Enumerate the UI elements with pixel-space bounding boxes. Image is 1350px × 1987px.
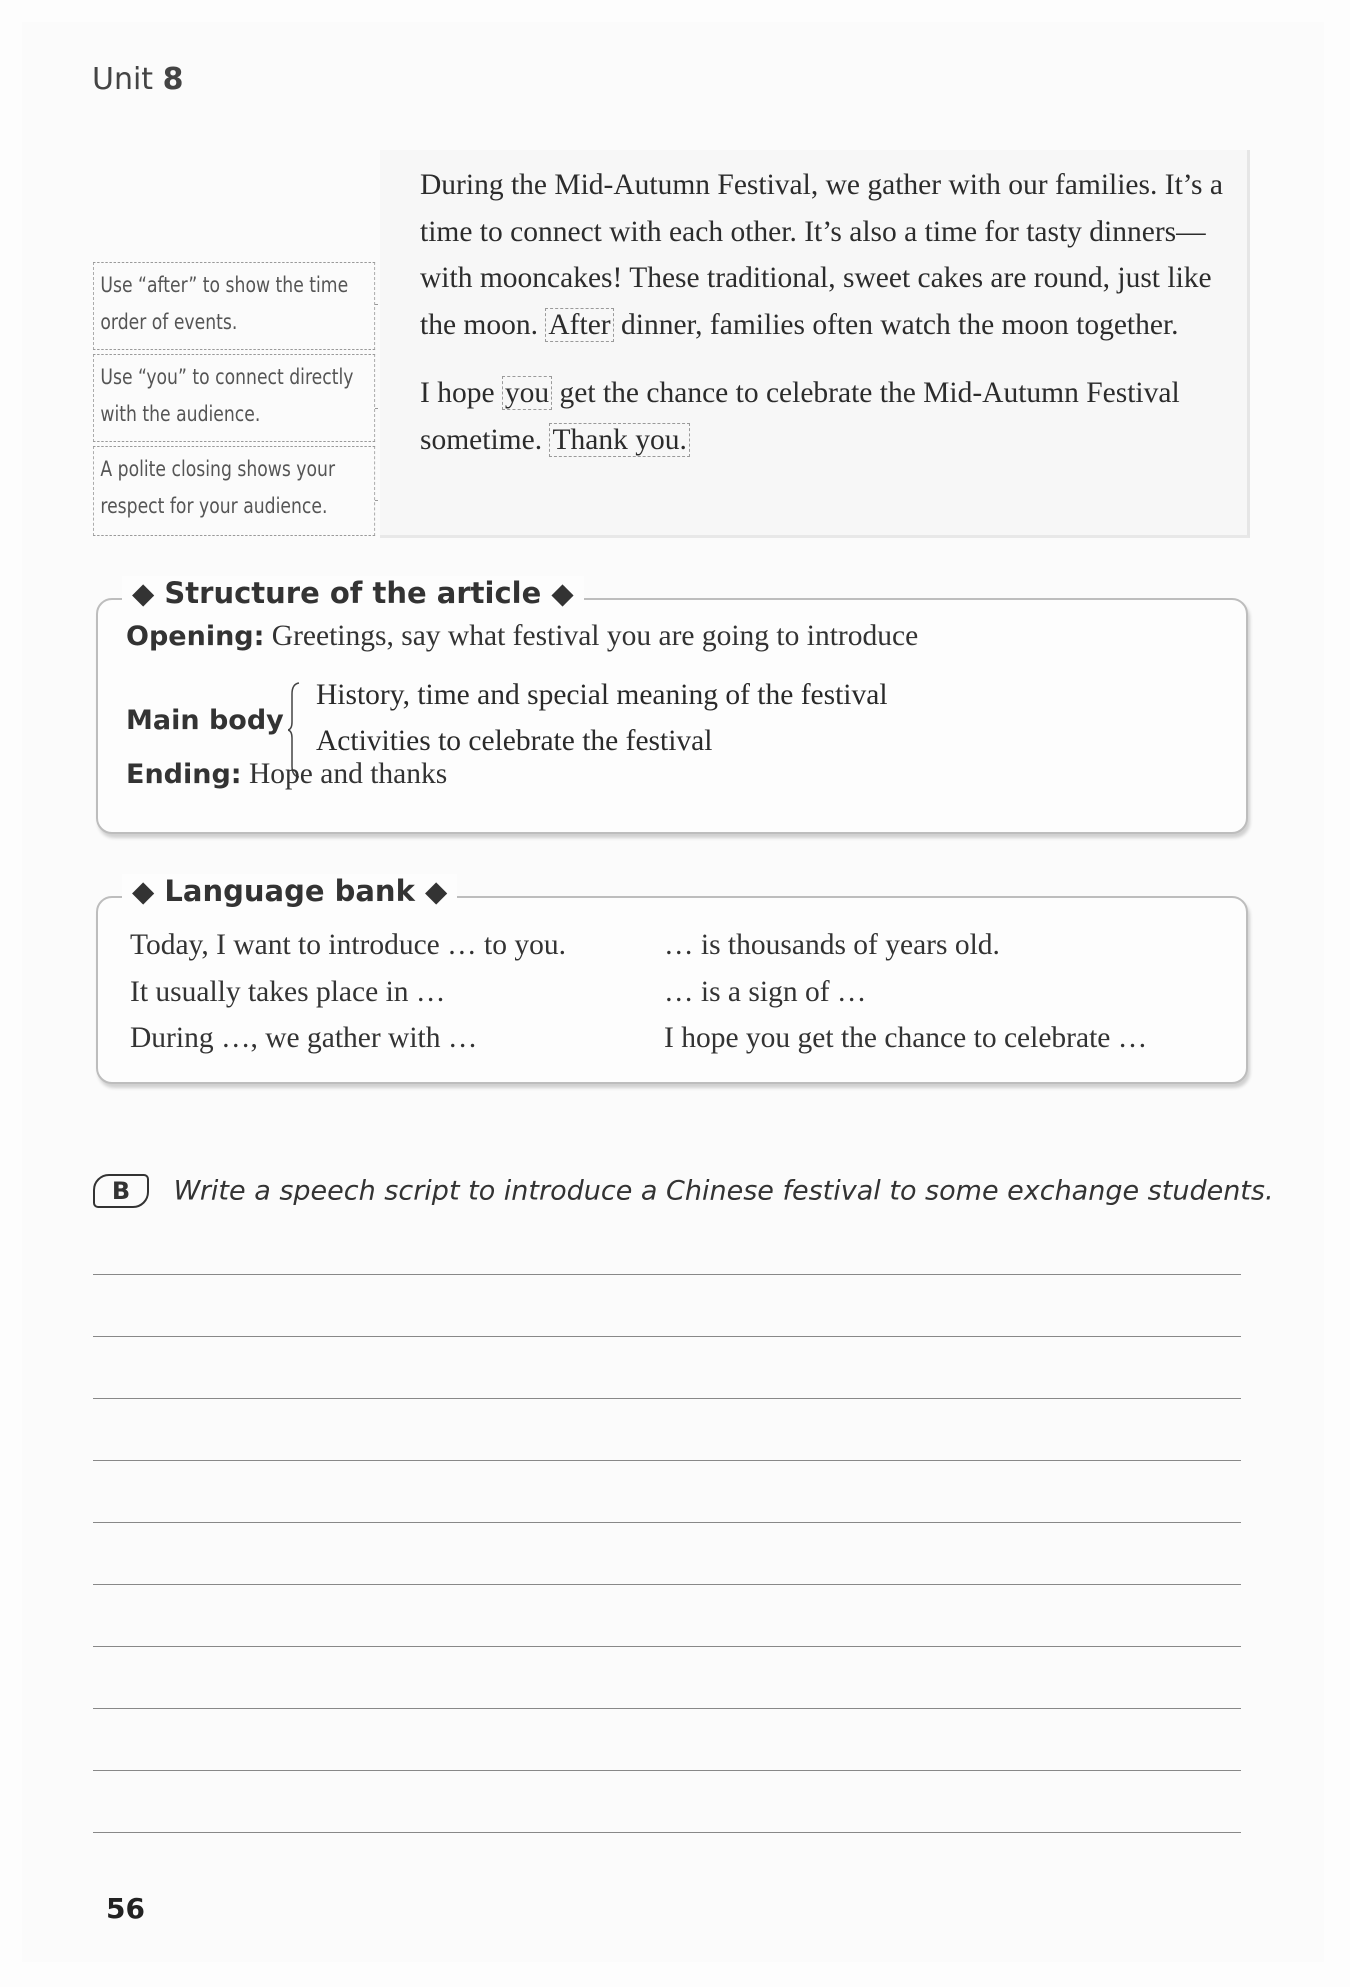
passage-paragraph-2 [420, 370, 1247, 463]
ending-label: Ending: [126, 759, 242, 790]
note-closing: A polite closing shows your respect for your audience. [93, 446, 375, 536]
writing-line[interactable] [93, 1460, 1241, 1461]
writing-line[interactable] [93, 1522, 1241, 1523]
unit-heading [92, 62, 184, 97]
writing-line[interactable] [93, 1770, 1241, 1771]
margin-notes [93, 262, 375, 536]
phrase: I hope you get the chance to celebrate … [664, 1022, 1148, 1054]
main-body-item: Activities to celebrate the festival [316, 725, 713, 757]
writing-line[interactable] [93, 1336, 1241, 1337]
unit-number: 8 [162, 62, 184, 97]
main-body-item: History, time and special meaning of the festival [316, 679, 888, 711]
passage-text: During the Mid-Autumn Festival, we gather with our families. It’s a time to connect with each other. It’s also a time for tasty dinners—with mooncakes! These traditional, sweet cakes are round, just like the moon. [420, 169, 1223, 341]
language-bank-box [96, 874, 1248, 1084]
phrase: … is thousands of years old. [664, 929, 1000, 961]
ending-row [126, 758, 447, 791]
structure-box [96, 576, 1248, 834]
structure-title: ◆ Structure of the article ◆ [122, 576, 584, 610]
writing-line[interactable] [93, 1832, 1241, 1833]
page-number: 56 [106, 1892, 145, 1925]
model-passage [380, 150, 1250, 538]
language-bank-title: ◆ Language bank ◆ [122, 874, 457, 908]
task-badge: B [93, 1174, 149, 1208]
highlight-you: you [502, 376, 552, 410]
main-body-row [126, 704, 284, 737]
main-body-label: Main body [126, 705, 284, 736]
passage-paragraph-1 [420, 162, 1247, 348]
unit-word: Unit [92, 62, 154, 97]
passage-text: I hope [420, 377, 495, 409]
phrase: Today, I want to introduce … to you. [130, 929, 566, 961]
task-instruction: Write a speech script to introduce a Chinese festival to some exchange students. [173, 1175, 1274, 1207]
writing-line[interactable] [93, 1398, 1241, 1399]
note-after: Use “after” to show the time order of events. [93, 262, 375, 350]
writing-line[interactable] [93, 1274, 1241, 1275]
highlight-after: After [545, 308, 613, 342]
task-b [93, 1174, 1274, 1208]
writing-line[interactable] [93, 1708, 1241, 1709]
phrase: It usually takes place in … [130, 975, 446, 1008]
phrase: … is a sign of … [664, 975, 867, 1008]
opening-text: Greetings, say what festival you are going to introduce [271, 620, 919, 652]
note-you: Use “you” to connect directly with the audience. [93, 354, 375, 442]
writing-line[interactable] [93, 1584, 1241, 1585]
passage-text: dinner, families often watch the moon together. [621, 308, 1179, 341]
language-bank-left-column [130, 922, 566, 1062]
phrase: During …, we gather with … [130, 1022, 478, 1054]
ending-text: Hope and thanks [248, 758, 448, 790]
opening-label: Opening: [126, 621, 265, 652]
writing-line[interactable] [93, 1646, 1241, 1647]
passage-text: get the chance to celebrate the Mid-Autumn Festival sometime. [420, 377, 1180, 456]
opening-row [126, 620, 918, 653]
highlight-thank-you: Thank you. [549, 423, 689, 457]
language-bank-right-column [664, 922, 1147, 1062]
main-body-items [316, 672, 888, 764]
